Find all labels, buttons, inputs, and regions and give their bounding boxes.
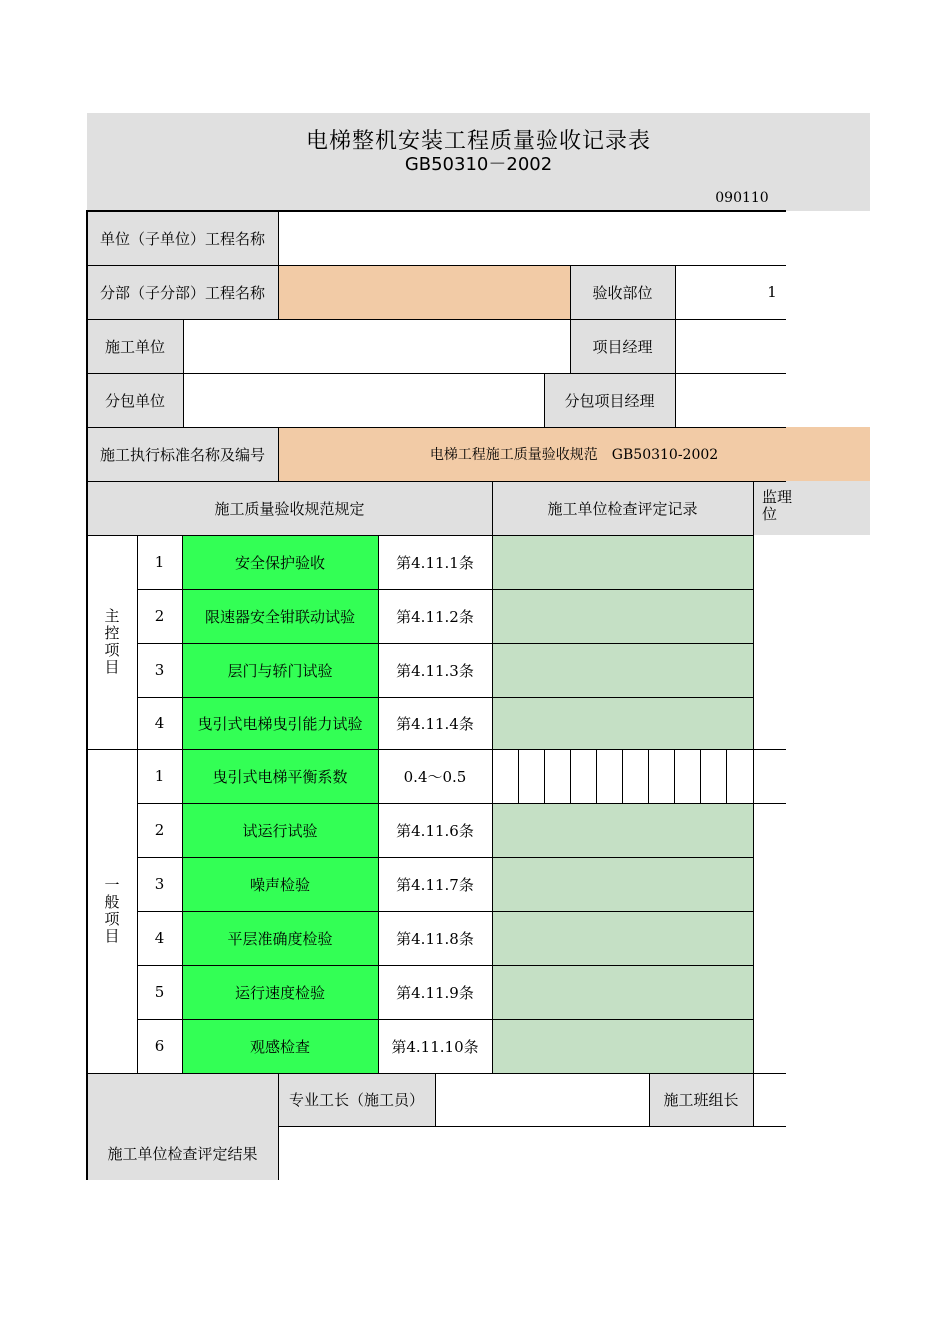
main-item-4-no: 4 bbox=[154, 714, 165, 732]
main-item-3-name: 层门与轿门试验 bbox=[227, 661, 333, 680]
grid-line bbox=[674, 749, 675, 803]
general-item-6-name: 观感检查 bbox=[249, 1037, 310, 1056]
general-item-6-clause: 第4.11.10条 bbox=[391, 1037, 479, 1056]
unit-project-value[interactable] bbox=[279, 212, 785, 264]
foreman-value[interactable] bbox=[436, 1074, 648, 1125]
project-manager-value[interactable] bbox=[676, 320, 785, 372]
result-label: 施工单位检查评定结果 bbox=[107, 1144, 258, 1163]
general-item-3-no: 3 bbox=[154, 875, 165, 893]
standard-label: 施工执行标准名称及编号 bbox=[99, 445, 265, 464]
grid-line bbox=[648, 749, 649, 803]
construction-unit-value[interactable] bbox=[184, 320, 569, 372]
general-item-4-clause: 第4.11.8条 bbox=[396, 929, 474, 948]
general-item-2-clause: 第4.11.6条 bbox=[396, 821, 474, 840]
main-item-3-record-cell[interactable] bbox=[492, 643, 753, 697]
general-item-1-name: 曳引式电梯平衡系数 bbox=[212, 767, 348, 786]
grid-line bbox=[518, 749, 519, 803]
subcontractor-value[interactable] bbox=[184, 374, 543, 426]
main-item-1-no: 1 bbox=[154, 553, 165, 571]
grid-line bbox=[622, 749, 623, 803]
grid-line bbox=[596, 749, 597, 803]
general-item-3-clause: 第4.11.7条 bbox=[396, 875, 474, 894]
sub-manager-value[interactable] bbox=[676, 374, 785, 426]
unit-project-label: 单位（子单位）工程名称 bbox=[99, 229, 265, 248]
grid-line bbox=[544, 749, 545, 803]
grid-line bbox=[753, 1073, 754, 1126]
main-item-2-name: 限速器安全钳联动试验 bbox=[204, 607, 355, 626]
main-item-3-clause: 第4.11.3条 bbox=[396, 661, 474, 680]
general-item-6-record-cell[interactable] bbox=[492, 1019, 753, 1073]
construction-unit-label: 施工单位 bbox=[104, 337, 165, 356]
team-leader-label: 施工班组长 bbox=[663, 1091, 739, 1109]
general-item-3-record-cell[interactable] bbox=[492, 857, 753, 911]
grid-line bbox=[570, 749, 571, 803]
subdivision-value-cell[interactable] bbox=[278, 265, 570, 319]
subcontractor-label: 分包单位 bbox=[104, 391, 165, 410]
grid-line bbox=[492, 481, 493, 1073]
general-item-5-record-cell[interactable] bbox=[492, 965, 753, 1019]
grid-line bbox=[753, 481, 754, 1073]
main-item-1-name: 安全保护验收 bbox=[234, 553, 325, 572]
main-item-3-no: 3 bbox=[154, 661, 165, 679]
general-item-4-record-cell[interactable] bbox=[492, 911, 753, 965]
form-code: 090110 bbox=[715, 190, 769, 206]
project-manager-label: 项目经理 bbox=[592, 337, 653, 356]
main-item-1-record-cell[interactable] bbox=[492, 535, 753, 589]
main-item-4-record-cell[interactable] bbox=[492, 697, 753, 749]
acceptance-part-value[interactable]: 1 bbox=[767, 283, 777, 301]
grid-line bbox=[700, 749, 701, 803]
general-item-5-clause: 第4.11.9条 bbox=[396, 983, 474, 1002]
general-item-2-record-cell[interactable] bbox=[492, 803, 753, 857]
form-standard: GB50310－2002 bbox=[404, 154, 553, 175]
foreman-label: 专业工长（施工员） bbox=[288, 1091, 424, 1109]
grid-line bbox=[726, 749, 727, 803]
main-item-4-clause: 第4.11.4条 bbox=[396, 714, 474, 733]
standard-value: 电梯工程施工质量验收规范 GB50310-2002 bbox=[429, 447, 719, 463]
form-title: 电梯整机安装工程质量验收记录表 bbox=[305, 128, 651, 154]
supervisor-header: 监理 位 bbox=[762, 489, 792, 523]
general-item-6-no: 6 bbox=[154, 1037, 165, 1055]
main-item-1-clause: 第4.11.1条 bbox=[396, 553, 474, 572]
general-item-3-name: 噪声检验 bbox=[249, 875, 310, 894]
general-item-1-no: 1 bbox=[154, 767, 165, 785]
main-item-2-no: 2 bbox=[154, 607, 165, 625]
main-group-label: 主控项目 bbox=[102, 608, 121, 676]
general-item-1-clause: 0.4～0.5 bbox=[403, 767, 467, 786]
general-item-4-name: 平层准确度检验 bbox=[227, 929, 333, 948]
general-item-2-no: 2 bbox=[154, 821, 165, 839]
main-item-2-record-cell[interactable] bbox=[492, 589, 753, 643]
general-item-4-no: 4 bbox=[154, 929, 165, 947]
spec-header: 施工质量验收规范规定 bbox=[214, 499, 365, 518]
general-item-5-name: 运行速度检验 bbox=[234, 983, 325, 1002]
general-item-2-name: 试运行试验 bbox=[242, 821, 318, 840]
main-item-2-clause: 第4.11.2条 bbox=[396, 607, 474, 626]
general-item-5-no: 5 bbox=[154, 983, 165, 1001]
acceptance-part-label: 验收部位 bbox=[592, 283, 653, 302]
general-group-label: 一般项目 bbox=[102, 877, 121, 945]
main-item-4-name: 曳引式电梯曳引能力试验 bbox=[197, 714, 363, 733]
record-header: 施工单位检查评定记录 bbox=[547, 499, 698, 518]
result-value[interactable] bbox=[279, 1127, 785, 1180]
subdivision-label: 分部（子分部）工程名称 bbox=[99, 283, 265, 302]
sub-manager-label: 分包项目经理 bbox=[564, 391, 655, 410]
